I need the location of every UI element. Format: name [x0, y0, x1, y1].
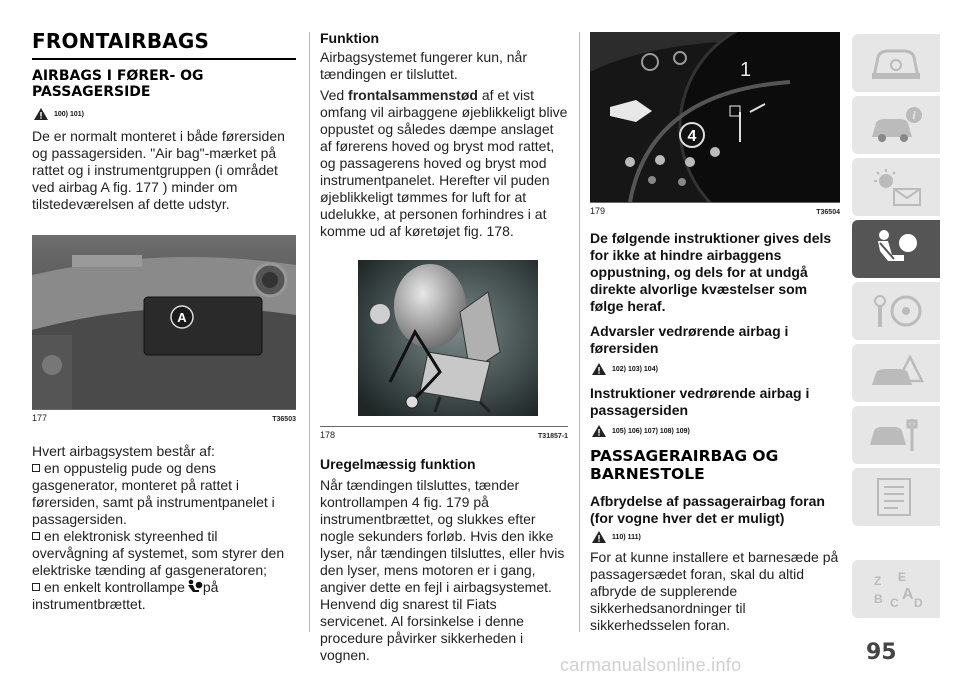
tab-lights-message[interactable] [852, 158, 940, 216]
heading-driver-warnings: Advarsler vedrørende airbag i førersiden [590, 323, 789, 356]
system-components-intro: Hvert airbagsystem består af: [32, 443, 215, 459]
warning-icon [592, 425, 606, 437]
warning-icon [592, 531, 606, 543]
instrument-cluster-image [590, 32, 840, 202]
footer-watermark: carmanualsonline.info [560, 655, 742, 675]
column-divider [579, 32, 580, 632]
figure-label-4: 4 [687, 128, 697, 145]
figure-code: T31857-1 [538, 433, 568, 440]
figure-caption [320, 426, 568, 440]
section-subtitle: AIRBAGS I FØRER- OG PASSAGERSIDE [32, 68, 204, 100]
car-info-icon [868, 105, 924, 145]
tab-car-tools[interactable] [852, 406, 940, 464]
figure-code: T36504 [816, 209, 840, 216]
warning-reference [34, 108, 296, 120]
figure-number: 178 [320, 430, 336, 440]
warning-triangle-icon [868, 353, 924, 393]
alphabet-index-icon [868, 569, 924, 609]
reference-numbers: 100) 101) [54, 110, 84, 118]
figure-caption [590, 202, 840, 216]
svg-text:i: i [912, 108, 916, 122]
figure-178 [320, 252, 568, 440]
page-number: 95 [866, 640, 897, 665]
warning-icon [592, 363, 606, 375]
checkbox-bullet-icon [32, 583, 40, 591]
airbag-warning-light-icon [185, 579, 203, 595]
paragraph: Når tændingen tilsluttes, tænder kontrollampen 4 fig. 179 på instrumentbrættet, og slukkes efter nogle sekunders forløb. Hvis den ikke lyser, når tændingen tilsluttes, eller hvis den lyser, mens motoren er i gang, angiver dette en fejl i airbagsystemet. Henvend dig snarest til Fiats servicenet. Al forsinkelse i denne procedure påvirker sikkerheden i vognen. [320, 477, 565, 663]
reference-numbers: 110) 111) [612, 533, 641, 541]
figure-label-a: A [177, 310, 187, 325]
heading-passenger-instructions: Instruktioner vedrørende airbag i passagersiden [590, 385, 810, 418]
tab-seat-airbag[interactable] [852, 220, 940, 278]
paragraph: For at kunne installere et barnesæde på passagersædet foran, skal du altid afbryde de supplerende sikkerhedsanordninger til sikkerhedsselen foran. [590, 549, 839, 633]
heading-funktion: Funktion [320, 30, 380, 46]
paragraph: Airbagsystemet fungerer kun, når tændingen er tilsluttet. [320, 49, 527, 82]
car-tools-icon [868, 415, 924, 455]
tab-car-dashboard[interactable] [852, 34, 940, 92]
svg-text:A: A [902, 586, 914, 603]
list-item: en enkelt kontrollampe på instrumentbrættet. [32, 579, 219, 612]
car-dashboard-icon [868, 43, 924, 83]
heading-deactivation: Afbrydelse af passagerairbag foran (for vogne hver det er muligt) [590, 493, 825, 526]
gauge-number: 1 [740, 59, 752, 81]
dashboard-airbag-image [32, 235, 296, 409]
checklist-icon [868, 477, 924, 517]
list-item: en oppustelig pude og dens gasgenerator, monteret på rattet i førersiden, samt på instrumentpanelet i passagersiden. [32, 460, 275, 527]
bold-term: frontalsammenstød [348, 87, 478, 103]
warning-icon [34, 108, 48, 120]
tab-checklist[interactable] [852, 468, 940, 526]
seat-airbag-icon [868, 229, 924, 269]
figure-177 [32, 235, 296, 423]
figure-code: T36503 [272, 416, 296, 423]
warning-reference [592, 531, 840, 543]
checkbox-bullet-icon [32, 532, 40, 540]
warning-reference [592, 425, 840, 437]
heading-uregelmaessig: Uregelmæssig funktion [320, 456, 476, 472]
key-steering-icon [868, 291, 924, 331]
reference-numbers: 105) 106) 107) 108) 109) [612, 427, 690, 435]
svg-text:E: E [898, 570, 907, 584]
section-title-child-seats: PASSAGERAIRBAG OG BARNESTOLE [590, 447, 779, 483]
tab-alphabet-index[interactable] [852, 560, 940, 618]
checkbox-bullet-icon [32, 464, 40, 472]
figure-number: 177 [32, 413, 48, 423]
svg-text:C: C [890, 596, 899, 609]
page-title: FRONTAIRBAGS [32, 29, 210, 53]
tab-key-steering[interactable] [852, 282, 940, 340]
seat-airbag-image [320, 252, 568, 426]
right-column [590, 32, 840, 634]
figure-179 [590, 32, 840, 216]
left-column [32, 30, 296, 613]
svg-text:B: B [874, 592, 883, 606]
list-item: en elektronisk styreenhed til overvågning af systemet, som styrer den elektriske tænding af gasgeneratoren; [32, 528, 285, 578]
svg-text:Z: Z [874, 574, 882, 588]
paragraph: Ved frontalsammenstød af et vist omfang vil airbaggene øjeblikkeligt blive oppustet og således dæmpe anslaget af førerens hoved og bryst mod rattet, og passagerens hoved og bryst mod instrumentpanelet. Herefter vil puden øjeblikkeligt tømmes for luft for at udelukke, at personen forhindres i at komme ud af køretøjet fig. 178. [320, 87, 568, 239]
warning-reference [592, 363, 840, 375]
tab-car-info[interactable] [852, 96, 940, 154]
tab-warning-triangle[interactable] [852, 344, 940, 402]
figure-caption [32, 409, 296, 423]
lights-message-icon [868, 167, 924, 207]
figure-number: 179 [590, 206, 606, 216]
middle-column [320, 30, 568, 664]
reference-numbers: 102) 103) 104) [612, 365, 658, 373]
title-rule [32, 58, 296, 60]
svg-text:D: D [914, 596, 923, 609]
intro-paragraph: De er normalt monteret i både førersiden og passagersiden. "Air bag"-mærket på rattet og i instrumentgruppen (i området ved airbag A fig. 177 ) minder om tilstedeværelsen af dette udstyr. [32, 128, 285, 212]
heading-instructions: De følgende instruktioner gives dels for ikke at hindre airbaggens oppustning, og dels for at undgå direkte alvorlige kvæstelser som følge heraf. [590, 230, 832, 314]
column-divider [309, 32, 310, 632]
